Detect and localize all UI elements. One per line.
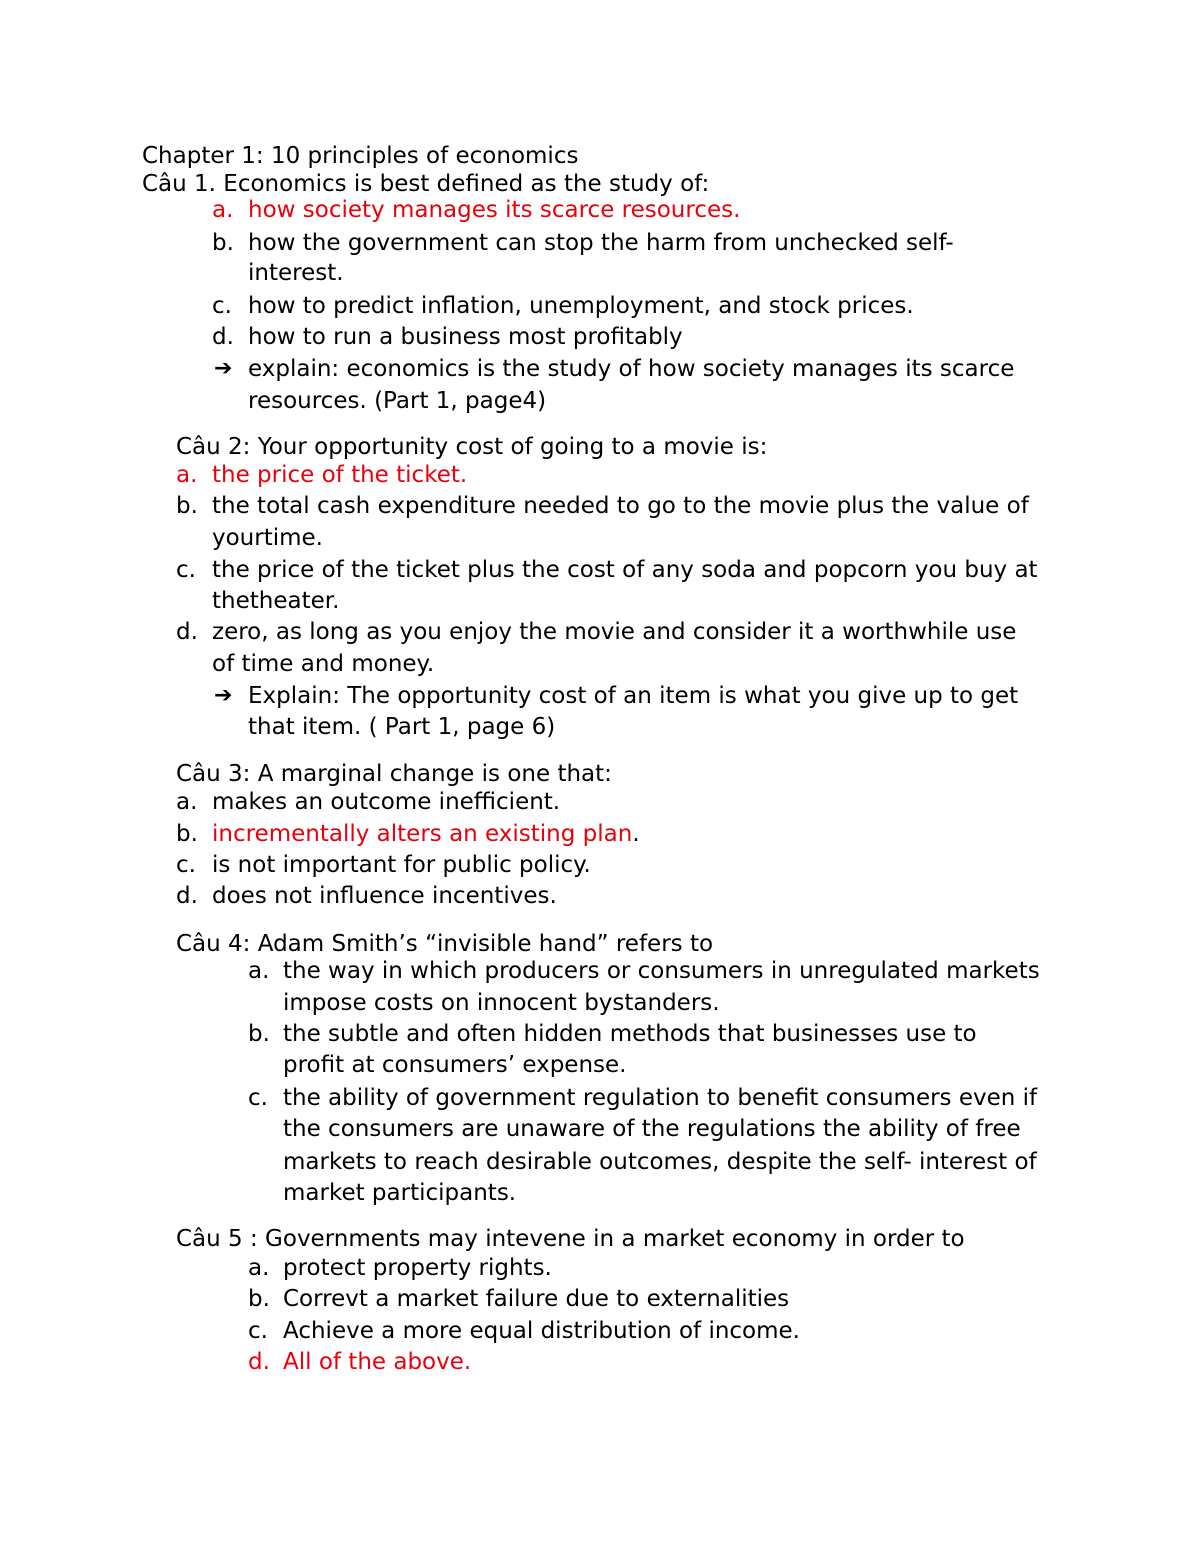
q5-option-c-marker: c. xyxy=(248,1318,268,1344)
q1-option-a-marker: a. xyxy=(212,197,234,223)
q1-option-b-text-line-2: interest. xyxy=(248,260,344,286)
q1-option-c-text: how to predict inflation, unemployment, and stock prices. xyxy=(248,293,914,319)
q2-option-c-marker: c. xyxy=(176,557,196,583)
arrow-right-icon: ➔ xyxy=(214,683,233,708)
q4-option-c-text-line-1: the ability of government regulation to benefit consumers even if xyxy=(283,1085,1038,1111)
q2-option-b-text-line-1: the total cash expenditure needed to go to the movie plus the value of xyxy=(212,493,1029,519)
q3-option-d-marker: d. xyxy=(176,883,198,909)
q1-option-b-marker: b. xyxy=(212,230,234,256)
q1-option-d-text: how to run a business most profitably xyxy=(248,324,683,350)
q5-option-d-text: All of the above. xyxy=(283,1349,472,1375)
q2-option-b-marker: b. xyxy=(176,493,198,519)
question-2: Câu 2: Your opportunity cost of going to a movie is: xyxy=(176,434,768,460)
q4-option-c-marker: c. xyxy=(248,1085,268,1111)
q2-option-d-text-line-2: of time and money. xyxy=(212,651,435,677)
q3-option-b-text xyxy=(212,819,640,849)
q2-option-a-marker: a. xyxy=(176,462,198,488)
q2-option-d-text-line-1: zero, as long as you enjoy the movie and consider it a worthwhile use xyxy=(212,619,1017,645)
q3-option-c-text: is not important for public policy. xyxy=(212,852,591,878)
q3-option-c-marker: c. xyxy=(176,852,196,878)
q4-option-b-text-line-2: profit at consumers’ expense. xyxy=(283,1052,627,1078)
page-title: Chapter 1: 10 principles of economics xyxy=(142,143,579,169)
q4-option-c-text-line-2: the consumers are unaware of the regulations the ability of free xyxy=(283,1116,1021,1142)
q4-option-a-marker: a. xyxy=(248,958,270,984)
q5-option-a-marker: a. xyxy=(248,1255,270,1281)
q2-option-d-marker: d. xyxy=(176,619,198,645)
q3-option-a-marker: a. xyxy=(176,789,198,815)
q2-explain-line-1: Explain: The opportunity cost of an item is what you give up to get xyxy=(248,683,1019,709)
q1-option-a-text: how society manages its scarce resources. xyxy=(248,197,741,223)
q4-option-c-text-line-4: market participants. xyxy=(283,1180,517,1206)
question-4: Câu 4: Adam Smith’s “invisible hand” refers to xyxy=(176,931,714,957)
q4-option-a-text-line-1: the way in which producers or consumers in unregulated markets xyxy=(283,958,1040,984)
arrow-right-icon: ➔ xyxy=(214,356,233,381)
q3-option-b-suffix: . xyxy=(632,821,640,847)
question-5: Câu 5 : Governments may intevene in a market economy in order to xyxy=(176,1226,965,1252)
q4-option-b-marker: b. xyxy=(248,1021,270,1047)
q5-option-b-text: Correvt a market failure due to externalities xyxy=(283,1286,790,1312)
q1-explain-line-2: resources. (Part 1, page4) xyxy=(248,388,547,414)
q2-explain-line-2: that item. ( Part 1, page 6) xyxy=(248,714,556,740)
q1-option-c-marker: c. xyxy=(212,293,232,319)
q2-option-c-text-line-2: thetheater. xyxy=(212,588,340,614)
q2-option-a-text: the price of the ticket. xyxy=(212,462,468,488)
q4-option-c-text-line-3: markets to reach desirable outcomes, despite the self- interest of xyxy=(283,1149,1037,1175)
q3-option-b-marker: b. xyxy=(176,821,198,847)
q1-option-b-text-line-1: how the government can stop the harm from unchecked self- xyxy=(248,230,954,256)
q2-option-c-text-line-1: the price of the ticket plus the cost of any soda and popcorn you buy at xyxy=(212,557,1038,583)
q5-option-c-text: Achieve a more equal distribution of income. xyxy=(283,1318,800,1344)
q2-option-b-text-line-2: yourtime. xyxy=(212,525,323,551)
q4-option-a-text-line-2: impose costs on innocent bystanders. xyxy=(283,990,720,1016)
q5-option-a-text: protect property rights. xyxy=(283,1255,552,1281)
question-1: Câu 1. Economics is best defined as the study of: xyxy=(142,171,710,197)
q3-option-d-text: does not influence incentives. xyxy=(212,883,557,909)
question-3: Câu 3: A marginal change is one that: xyxy=(176,761,612,787)
q5-option-d-marker: d. xyxy=(248,1349,270,1375)
q3-option-a-text: makes an outcome inefficient. xyxy=(212,789,561,815)
q5-option-b-marker: b. xyxy=(248,1286,270,1312)
q1-option-d-marker: d. xyxy=(212,324,234,350)
q1-explain-line-1: explain: economics is the study of how society manages its scarce xyxy=(248,356,1015,382)
q3-option-b-answer: incrementally alters an existing plan xyxy=(212,821,633,847)
q4-option-b-text-line-1: the subtle and often hidden methods that businesses use to xyxy=(283,1021,977,1047)
